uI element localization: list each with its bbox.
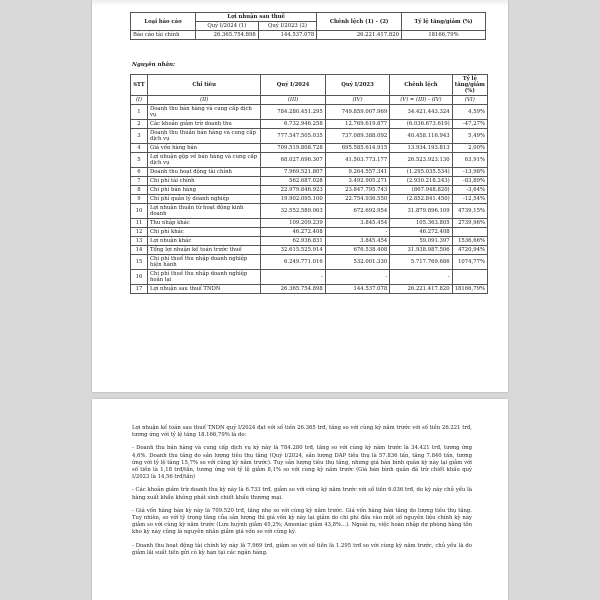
index-cell: (II) <box>147 96 260 105</box>
table-cell: Tổng lợi nhuận kế toán trước thuế <box>147 246 260 255</box>
table-cell: 5 <box>131 153 148 168</box>
table-cell: 32.615.525.914 <box>261 246 325 255</box>
table-cell: 41.503.773.177 <box>325 153 389 168</box>
table-cell: 15 <box>131 255 148 270</box>
table-cell: 63,91% <box>452 153 487 168</box>
table-row <box>131 246 488 255</box>
table-cell: 3.492.905.271 <box>325 177 389 186</box>
table-cell: 26.523.923.130 <box>390 153 452 168</box>
table-cell: 5.717.769.686 <box>390 255 452 270</box>
col-header-stt: STT <box>131 75 148 96</box>
table-cell: 11 <box>131 219 148 228</box>
table-cell: 3 <box>131 129 148 144</box>
subheader-q1-2024: Quý I/2024 (1) <box>196 22 259 31</box>
table-row <box>131 270 488 285</box>
table-row <box>131 177 488 186</box>
table-cell: 10 <box>131 204 148 219</box>
header-report-type: Loại báo cáo <box>131 13 196 31</box>
table-cell: Chi phí bán hàng <box>147 186 260 195</box>
table-cell: 562.687.028 <box>261 177 325 186</box>
table-cell: 532.001.330 <box>325 255 389 270</box>
table-row <box>131 153 488 168</box>
table-cell: - <box>390 270 452 285</box>
table-row <box>131 204 488 219</box>
table-cell: 12 <box>131 228 148 237</box>
report-page-2 <box>92 399 508 600</box>
table-cell: 13 <box>131 237 148 246</box>
table-cell: 59.091.397 <box>390 237 452 246</box>
table-cell: 2 <box>131 120 148 129</box>
analysis-paragraph: - Giá vốn hàng bán kỳ này là 709.520 trđ, tăng nhẹ so với cùng kỳ năm trước. Giá vốn hàng bán tăng do lượng tiêu thụ tăng. Tuy nhiên, so với tỷ trọng tăng của sản lượng thì giá vốn kỳ này lại giảm do chi phí đầu vào một số nguyên liệu chính kỳ này giảm so với cùng kỳ năm trước (Lưu huỳnh giảm 45,2%; Amoniac giảm 43,8%...). Ngoài ra, việc hoàn nhập dự phòng hàng tồn kho kỳ này cũng là nguyên nhân giảm giá vốn so với cùng kỳ. <box>132 507 472 536</box>
table-cell: 8 <box>131 186 148 195</box>
table-cell: (6.036.673.619) <box>390 120 452 129</box>
table-cell: 737.089.388.092 <box>325 129 389 144</box>
table-cell: 3.845.454 <box>325 219 389 228</box>
table-row <box>131 105 488 120</box>
col-header-q1-2024: Quý I/2024 <box>261 75 325 96</box>
col-header-difference: Chênh lệch <box>390 75 452 96</box>
summary-cell: 144.537.078 <box>258 31 317 40</box>
table-row <box>131 168 488 177</box>
table-row <box>131 120 488 129</box>
index-cell: (V) = (III) - (IV) <box>390 96 452 105</box>
table-cell: 62.936.831 <box>261 237 325 246</box>
table-row <box>131 186 488 195</box>
table-cell: 22.754.936.550 <box>325 195 389 204</box>
header-change-rate: Tỷ lệ tăng/giảm (%) <box>401 13 485 31</box>
table-row <box>131 219 488 228</box>
table-cell: 2,00% <box>452 144 487 153</box>
header-profit-after-tax: Lợi nhuận sau thuế <box>196 13 317 22</box>
table-cell: Chi phí khác <box>147 228 260 237</box>
table-cell <box>452 270 487 285</box>
table-cell: - <box>325 228 389 237</box>
col-header-item: Chỉ tiêu <box>147 75 260 96</box>
table-cell: -3,64% <box>452 186 487 195</box>
table-row <box>131 129 488 144</box>
table-cell: Lợi nhuận sau thuế TNDN <box>147 285 260 294</box>
table-cell: Lợi nhuận khác <box>147 237 260 246</box>
table-cell: Doanh thu thuần bán hàng và cung cấp dịch vụ <box>147 129 260 144</box>
table-cell: 46.272.408 <box>390 228 452 237</box>
table-cell: 23.847.795.743 <box>325 186 389 195</box>
summary-cell: 18166,79% <box>401 31 485 40</box>
table-cell: 12.769.619.877 <box>325 120 389 129</box>
table-cell: 109.209.239 <box>261 219 325 228</box>
table-cell: 18166,79% <box>452 285 487 294</box>
col-header-rate: Tỷ lệ tăng/giảm (%) <box>452 75 487 96</box>
summary-cell: 26.365.754.898 <box>196 31 259 40</box>
table-cell: (2.930.218.243) <box>390 177 452 186</box>
table-cell: 46.272.408 <box>261 228 325 237</box>
table-cell: Giá vốn hàng bán <box>147 144 260 153</box>
index-cell: (I) <box>131 96 148 105</box>
table-cell: 31.938.987.506 <box>390 246 452 255</box>
table-cell: - <box>325 270 389 285</box>
table-cell: - <box>261 270 325 285</box>
summary-cell: Báo cáo tài chính <box>131 31 196 40</box>
table-row <box>131 255 488 270</box>
table-cell: 16 <box>131 270 148 285</box>
table-cell: 1 <box>131 105 148 120</box>
table-cell: 4 <box>131 144 148 153</box>
table-cell: 2739,96% <box>452 219 487 228</box>
details-body <box>131 105 488 294</box>
table-cell: Các khoản giảm trừ doanh thu <box>147 120 260 129</box>
table-cell: 709.519.808.728 <box>261 144 325 153</box>
table-cell: Doanh thu bán hàng và cung cấp dịch vụ <box>147 105 260 120</box>
table-cell: 9.264.557.341 <box>325 168 389 177</box>
table-cell: 40.458.116.943 <box>390 129 452 144</box>
table-cell: 4739,15% <box>452 204 487 219</box>
table-cell: Chi phí tài chính <box>147 177 260 186</box>
table-cell: 676.538.408 <box>325 246 389 255</box>
table-cell: Doanh thu hoạt động tài chính <box>147 168 260 177</box>
table-cell: 749.859.007.969 <box>325 105 389 120</box>
details-table <box>130 74 488 294</box>
table-cell: Chi phí thuế thu nhập doanh nghiệp hoãn lại <box>147 270 260 285</box>
header-difference: Chênh lệch (1) - (2) <box>317 13 402 31</box>
analysis-paragraph: - Doanh thu hoạt động tài chính kỳ này là 7.969 trđ, giảm so với số tiền là 1.295 trđ so với cùng kỳ năm trước, chủ yếu là do giảm lãi suất tiền gửi có kỳ hạn tại các ngân hàng. <box>132 542 472 556</box>
table-cell: 784.280.451.295 <box>261 105 325 120</box>
page-top-strip <box>92 0 508 6</box>
table-cell: 144.537.078 <box>325 285 389 294</box>
table-cell: -12,54% <box>452 195 487 204</box>
table-cell: Lợi nhuận gộp về bán hàng và cung cấp dịch vụ <box>147 153 260 168</box>
summary-cell: 26.221.417.820 <box>317 31 402 40</box>
table-cell: 31.879.896.109 <box>390 204 452 219</box>
analysis-paragraph: - Các khoản giảm trừ doanh thu kỳ này là 6.733 trđ, giảm so với cùng kỳ năm trước với số tiền 6.036 trđ, do kỳ này chủ yếu là hàng xuất khẩu không phát sinh chiết khấu thương mại. <box>132 487 472 501</box>
table-cell: 5,49% <box>452 129 487 144</box>
table-cell: Chi phí thuế thu nhập doanh nghiệp hiện hành <box>147 255 260 270</box>
table-cell <box>452 228 487 237</box>
table-cell: Lợi nhuận thuần từ hoạt động kinh doanh <box>147 204 260 219</box>
table-cell: 6.732.946.258 <box>261 120 325 129</box>
table-cell: 672.692.954 <box>325 204 389 219</box>
table-cell: 7 <box>131 177 148 186</box>
table-cell: Chi phí quản lý doanh nghiệp <box>147 195 260 204</box>
table-cell: 105.363.805 <box>390 219 452 228</box>
table-row <box>131 285 488 294</box>
table-cell: 6 <box>131 168 148 177</box>
table-cell: 68.027.696.307 <box>261 153 325 168</box>
subheader-q1-2023: Quý I/2023 (2) <box>258 22 317 31</box>
table-row <box>131 237 488 246</box>
table-cell: 17 <box>131 285 148 294</box>
index-cell: (IV) <box>325 96 389 105</box>
table-row <box>131 228 488 237</box>
analysis-text <box>132 425 472 563</box>
summary-row <box>131 31 486 40</box>
table-cell: -83,89% <box>452 177 487 186</box>
table-cell: 1536,66% <box>452 237 487 246</box>
table-cell: (2.852.841.450) <box>390 195 452 204</box>
table-row <box>131 144 488 153</box>
table-cell: (867.948.820) <box>390 186 452 195</box>
table-cell: 14 <box>131 246 148 255</box>
table-cell: 34.421.443.324 <box>390 105 452 120</box>
table-cell: 4,59% <box>452 105 487 120</box>
table-cell: 19.902.095.100 <box>261 195 325 204</box>
table-cell: 4720,94% <box>452 246 487 255</box>
table-cell: (1.295.035.534) <box>390 168 452 177</box>
table-cell: 6.249.771.016 <box>261 255 325 270</box>
table-cell: 7.969.521.807 <box>261 168 325 177</box>
table-cell: 13.934.193.813 <box>390 144 452 153</box>
report-page-1 <box>92 0 508 392</box>
analysis-paragraph: Lợi nhuận kế toán sau thuế TNDN quý I/2024 đạt với số tiền 26.365 trđ, tăng so với cùng kỳ năm trước với số tiền 26.221 trđ, tương ứng với tỷ lệ tăng 18.166,79% là do: <box>132 425 472 439</box>
table-cell: 777.547.505.035 <box>261 129 325 144</box>
index-cell: (VI) <box>452 96 487 105</box>
table-cell: 3.845.454 <box>325 237 389 246</box>
table-cell: 1074,77% <box>452 255 487 270</box>
table-cell: 9 <box>131 195 148 204</box>
table-cell: 32.552.589.063 <box>261 204 325 219</box>
section-label: Nguyên nhân: <box>132 62 176 68</box>
table-cell: Thu nhập khác <box>147 219 260 228</box>
table-cell: 26.221.417.820 <box>390 285 452 294</box>
index-cell: (III) <box>261 96 325 105</box>
analysis-paragraph: - Doanh thu bán hàng và cung cấp dịch vụ kỳ này là 784.280 trđ, tăng so với cùng kỳ năm trước là 34.421 trđ, tương ứng 4,6%. Doanh thu tăng do sản lượng tiêu thụ tăng (Quý I/2024, sản lượng DAP tiêu thụ là 57.836 tấn, tăng 7.840 tấn, tương ứng với tỷ lệ tăng 15,7% so với cùng kỳ năm trước). Tuy sản lượng tiêu thụ tăng, nhưng giá bán bình quân kỳ này lại giảm với số tiền là 1,18 trđ/tấn, tương ứng với tỷ lệ giảm 8,1% so với cùng kỳ năm trước (Giá bán bình quân đã trừ chiết khấu quý I/2023 là 14,56 trđ/tấn) <box>132 445 472 481</box>
table-cell: -13,98% <box>452 168 487 177</box>
table-row <box>131 195 488 204</box>
table-cell: 695.585.614.915 <box>325 144 389 153</box>
table-cell: 22.979.846.923 <box>261 186 325 195</box>
table-cell: 26.365.754.898 <box>261 285 325 294</box>
col-header-q1-2023: Quý I/2023 <box>325 75 389 96</box>
table-cell: -47,27% <box>452 120 487 129</box>
summary-table <box>130 12 486 40</box>
